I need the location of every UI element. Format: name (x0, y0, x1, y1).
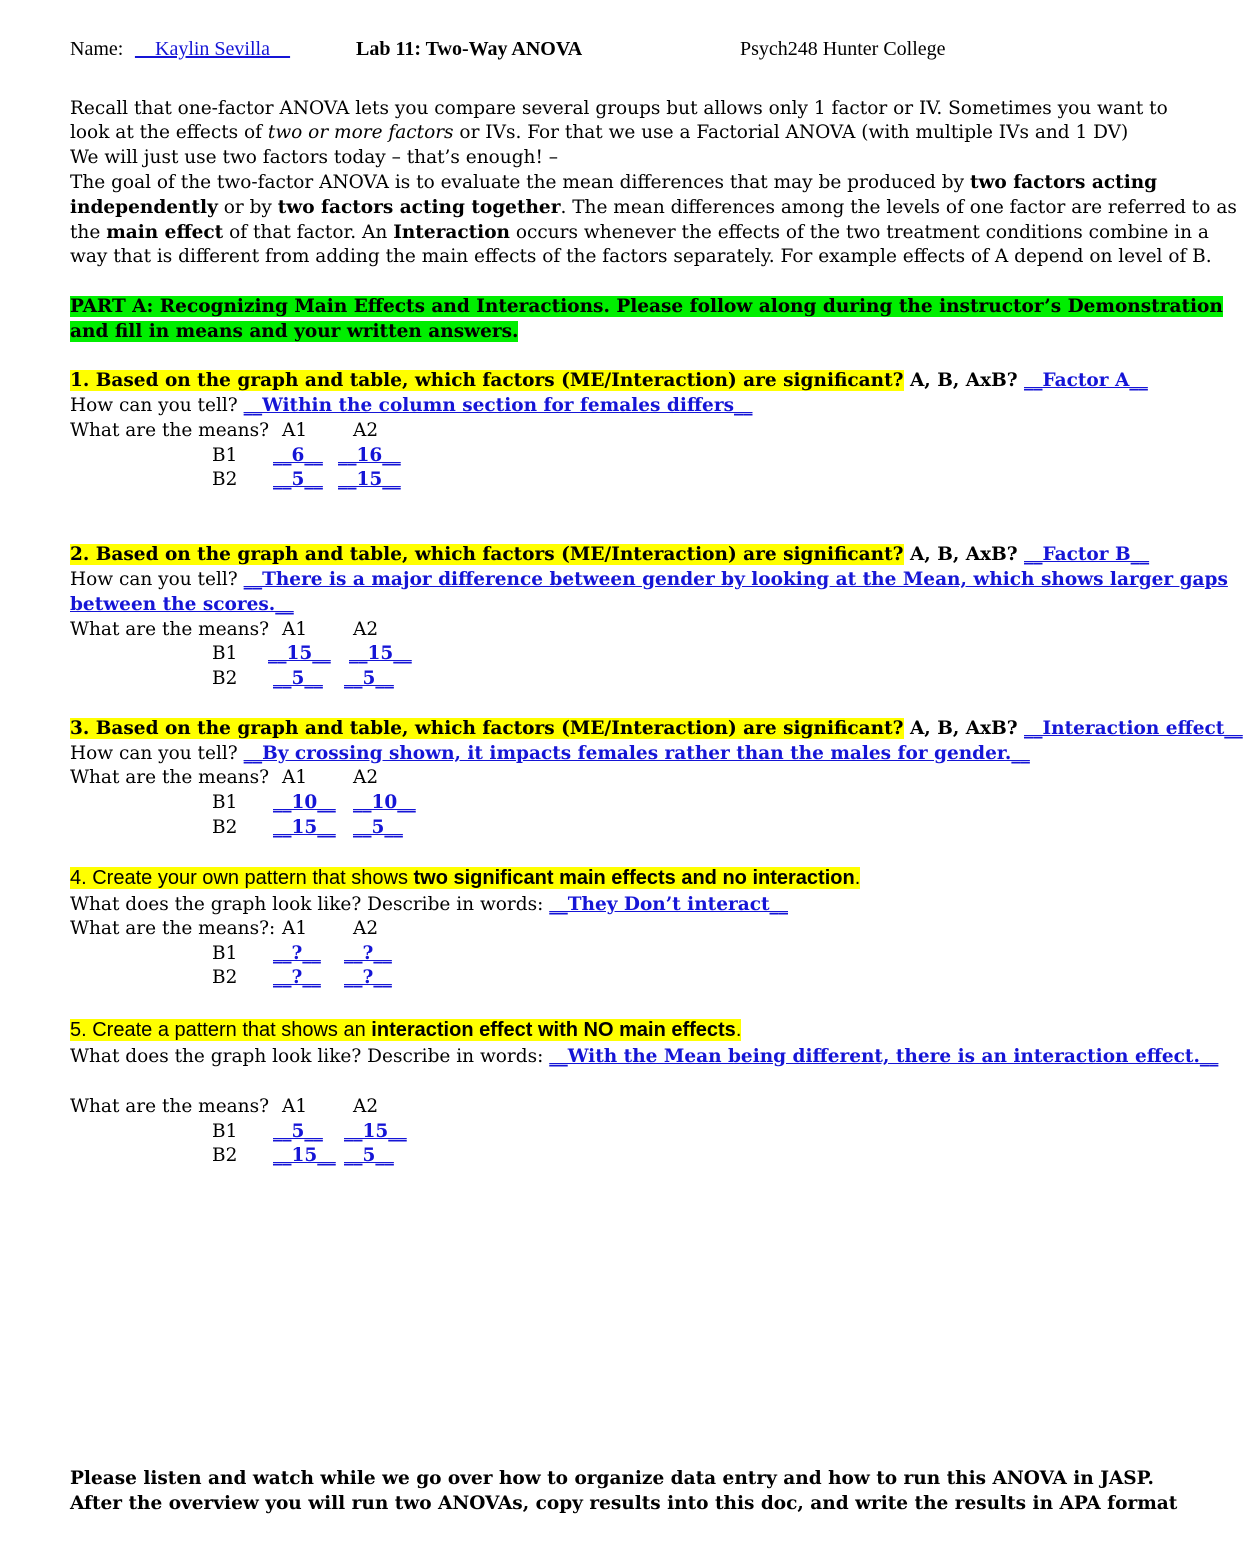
q5-describe: What does the graph look like? Describe in words: __With the Mean being different, there is an interaction effect.__ (70, 1046, 1219, 1067)
intro-line-7: way that is different from adding the main effects of the factors separately. For example effects of A depend on level of B. (70, 246, 1212, 267)
q2-answer[interactable]: __Factor B__ (1024, 544, 1150, 565)
q3-col-a1: A1 (282, 767, 308, 788)
q5-row-b1: B1 (212, 1121, 238, 1142)
q1-question: 1. Based on the graph and table, which factors (ME/Interaction) are significant? A, B, AxB? __Factor A__ (70, 370, 1148, 391)
q1-row-b2: B2 (212, 469, 238, 490)
q1-b1a2[interactable]: __16__ (338, 445, 401, 466)
q3-col-a2: A2 (353, 767, 379, 788)
q1-row-b1: B1 (212, 445, 238, 466)
intro-line-6: the main effect of that factor. An Interaction occurs whenever the effects of the two treatment conditions combine in a (70, 222, 1209, 243)
q3-how: How can you tell? __By crossing shown, it impacts females rather than the males for gender.__ (70, 743, 1030, 764)
q4-row-b1: B1 (212, 943, 238, 964)
q2-b1a2[interactable]: __15__ (349, 643, 412, 664)
q1-b2a2[interactable]: __15__ (338, 469, 401, 490)
q2-row-b2: B2 (212, 668, 238, 689)
q3-b2a2[interactable]: __5__ (353, 817, 403, 838)
q4-b1a1[interactable]: __?__ (273, 943, 321, 964)
q3-how-answer[interactable]: __By crossing shown, it impacts females rather than the males for gender.__ (243, 743, 1030, 764)
q2-col-a2: A2 (353, 619, 379, 640)
q4-b1a2[interactable]: __?__ (344, 943, 392, 964)
q5-prompt: 5. Create a pattern that shows an interaction effect with NO main effects. (70, 1019, 742, 1041)
intro-line-1: Recall that one-factor ANOVA lets you compare several groups but allows only 1 factor or IV. Sometimes you want to (70, 98, 1168, 119)
q4-describe: What does the graph look like? Describe in words: __They Don’t interact__ (70, 894, 789, 915)
q3-b1a1[interactable]: __10__ (273, 792, 336, 813)
q1-means-label: What are the means? (70, 420, 270, 441)
intro-line-5: independently or by two factors acting together. The mean differences among the levels of one factor are referred to as (70, 197, 1237, 218)
name-label: Name: (70, 38, 124, 60)
q2-b2a1[interactable]: __5__ (273, 668, 323, 689)
intro-line-2: look at the effects of two or more factors or IVs. For that we use a Factorial ANOVA (with multiple IVs and 1 DV) (70, 122, 1129, 143)
intro-line-3: We will just use two factors today – that’s enough! – (70, 147, 559, 168)
footer-line-2: After the overview you will run two ANOVAs, copy results into this doc, and write the results in APA format (70, 1493, 1178, 1514)
q4-means-label: What are the means?: (70, 918, 276, 939)
q5-col-a2: A2 (353, 1096, 379, 1117)
q1-how: How can you tell? __Within the column section for females differs__ (70, 395, 753, 416)
q3-means-label: What are the means? (70, 767, 270, 788)
part-a-heading-1: PART A: Recognizing Main Effects and Interactions. Please follow along during the instructor’s Demonstration (70, 296, 1223, 317)
q2-how-answer-1[interactable]: __There is a major difference between gender by looking at the Mean, which shows larger gaps (243, 569, 1228, 590)
q4-prompt: 4. Create your own pattern that shows two significant main effects and no interaction. (70, 867, 861, 889)
q4-describe-answer[interactable]: __They Don’t interact__ (549, 894, 789, 915)
q5-describe-answer[interactable]: __With the Mean being different, there is an interaction effect.__ (549, 1046, 1219, 1067)
q5-b2a2[interactable]: __5__ (344, 1145, 394, 1166)
q3-row-b2: B2 (212, 817, 238, 838)
course-name: Psych248 Hunter College (740, 38, 946, 60)
q5-b1a2[interactable]: __15__ (344, 1121, 407, 1142)
q3-answer[interactable]: __Interaction effect__ (1024, 718, 1243, 739)
q2-row-b1: B1 (212, 643, 238, 664)
q5-row-b2: B2 (212, 1145, 238, 1166)
part-a-heading-2: and fill in means and your written answers. (70, 321, 519, 342)
intro-line-4: The goal of the two-factor ANOVA is to evaluate the mean differences that may be produced by two factors acting (70, 172, 1158, 193)
q4-b2a2[interactable]: __?__ (344, 967, 392, 988)
q1-b2a1[interactable]: __5__ (273, 469, 323, 490)
q5-col-a1: A1 (282, 1096, 308, 1117)
q1-how-answer[interactable]: __Within the column section for females differs__ (243, 395, 753, 416)
q2-question: 2. Based on the graph and table, which factors (ME/Interaction) are significant? A, B, AxB? __Factor B__ (70, 544, 1150, 565)
q5-means-label: What are the means? (70, 1096, 270, 1117)
q4-b2a1[interactable]: __?__ (273, 967, 321, 988)
q2-b1a1[interactable]: __15__ (268, 643, 331, 664)
q4-col-a1: A1 (282, 918, 308, 939)
q1-col-a2: A2 (353, 420, 379, 441)
q2-col-a1: A1 (282, 619, 308, 640)
q2-how-cont (70, 592, 294, 617)
q5-b2a1[interactable]: __15__ (273, 1145, 336, 1166)
q1-answer[interactable]: __Factor A__ (1024, 370, 1148, 391)
q4-row-b2: B2 (212, 967, 238, 988)
q3-b2a1[interactable]: __15__ (273, 817, 336, 838)
q2-how-answer-2[interactable]: between the scores.__ (70, 594, 294, 615)
q2-how: How can you tell? __There is a major difference between gender by looking at the Mean, which shows larger gaps (70, 569, 1228, 590)
student-name[interactable]: __Kaylin Sevilla__ (135, 38, 290, 60)
q1-b1a1[interactable]: __6__ (273, 445, 323, 466)
footer-line-1: Please listen and watch while we go over how to organize data entry and how to run this ANOVA in JASP. (70, 1468, 1154, 1489)
q2-means-label: What are the means? (70, 619, 270, 640)
q3-b1a2[interactable]: __10__ (353, 792, 416, 813)
q5-b1a1[interactable]: __5__ (273, 1121, 323, 1142)
lab-title: Lab 11: Two-Way ANOVA (356, 38, 583, 60)
q3-question: 3. Based on the graph and table, which factors (ME/Interaction) are significant? A, B, AxB? __Interaction effect__ (70, 718, 1243, 739)
q3-row-b1: B1 (212, 792, 238, 813)
q2-b2a2[interactable]: __5__ (344, 668, 394, 689)
q1-col-a1: A1 (282, 420, 308, 441)
q4-col-a2: A2 (353, 918, 379, 939)
